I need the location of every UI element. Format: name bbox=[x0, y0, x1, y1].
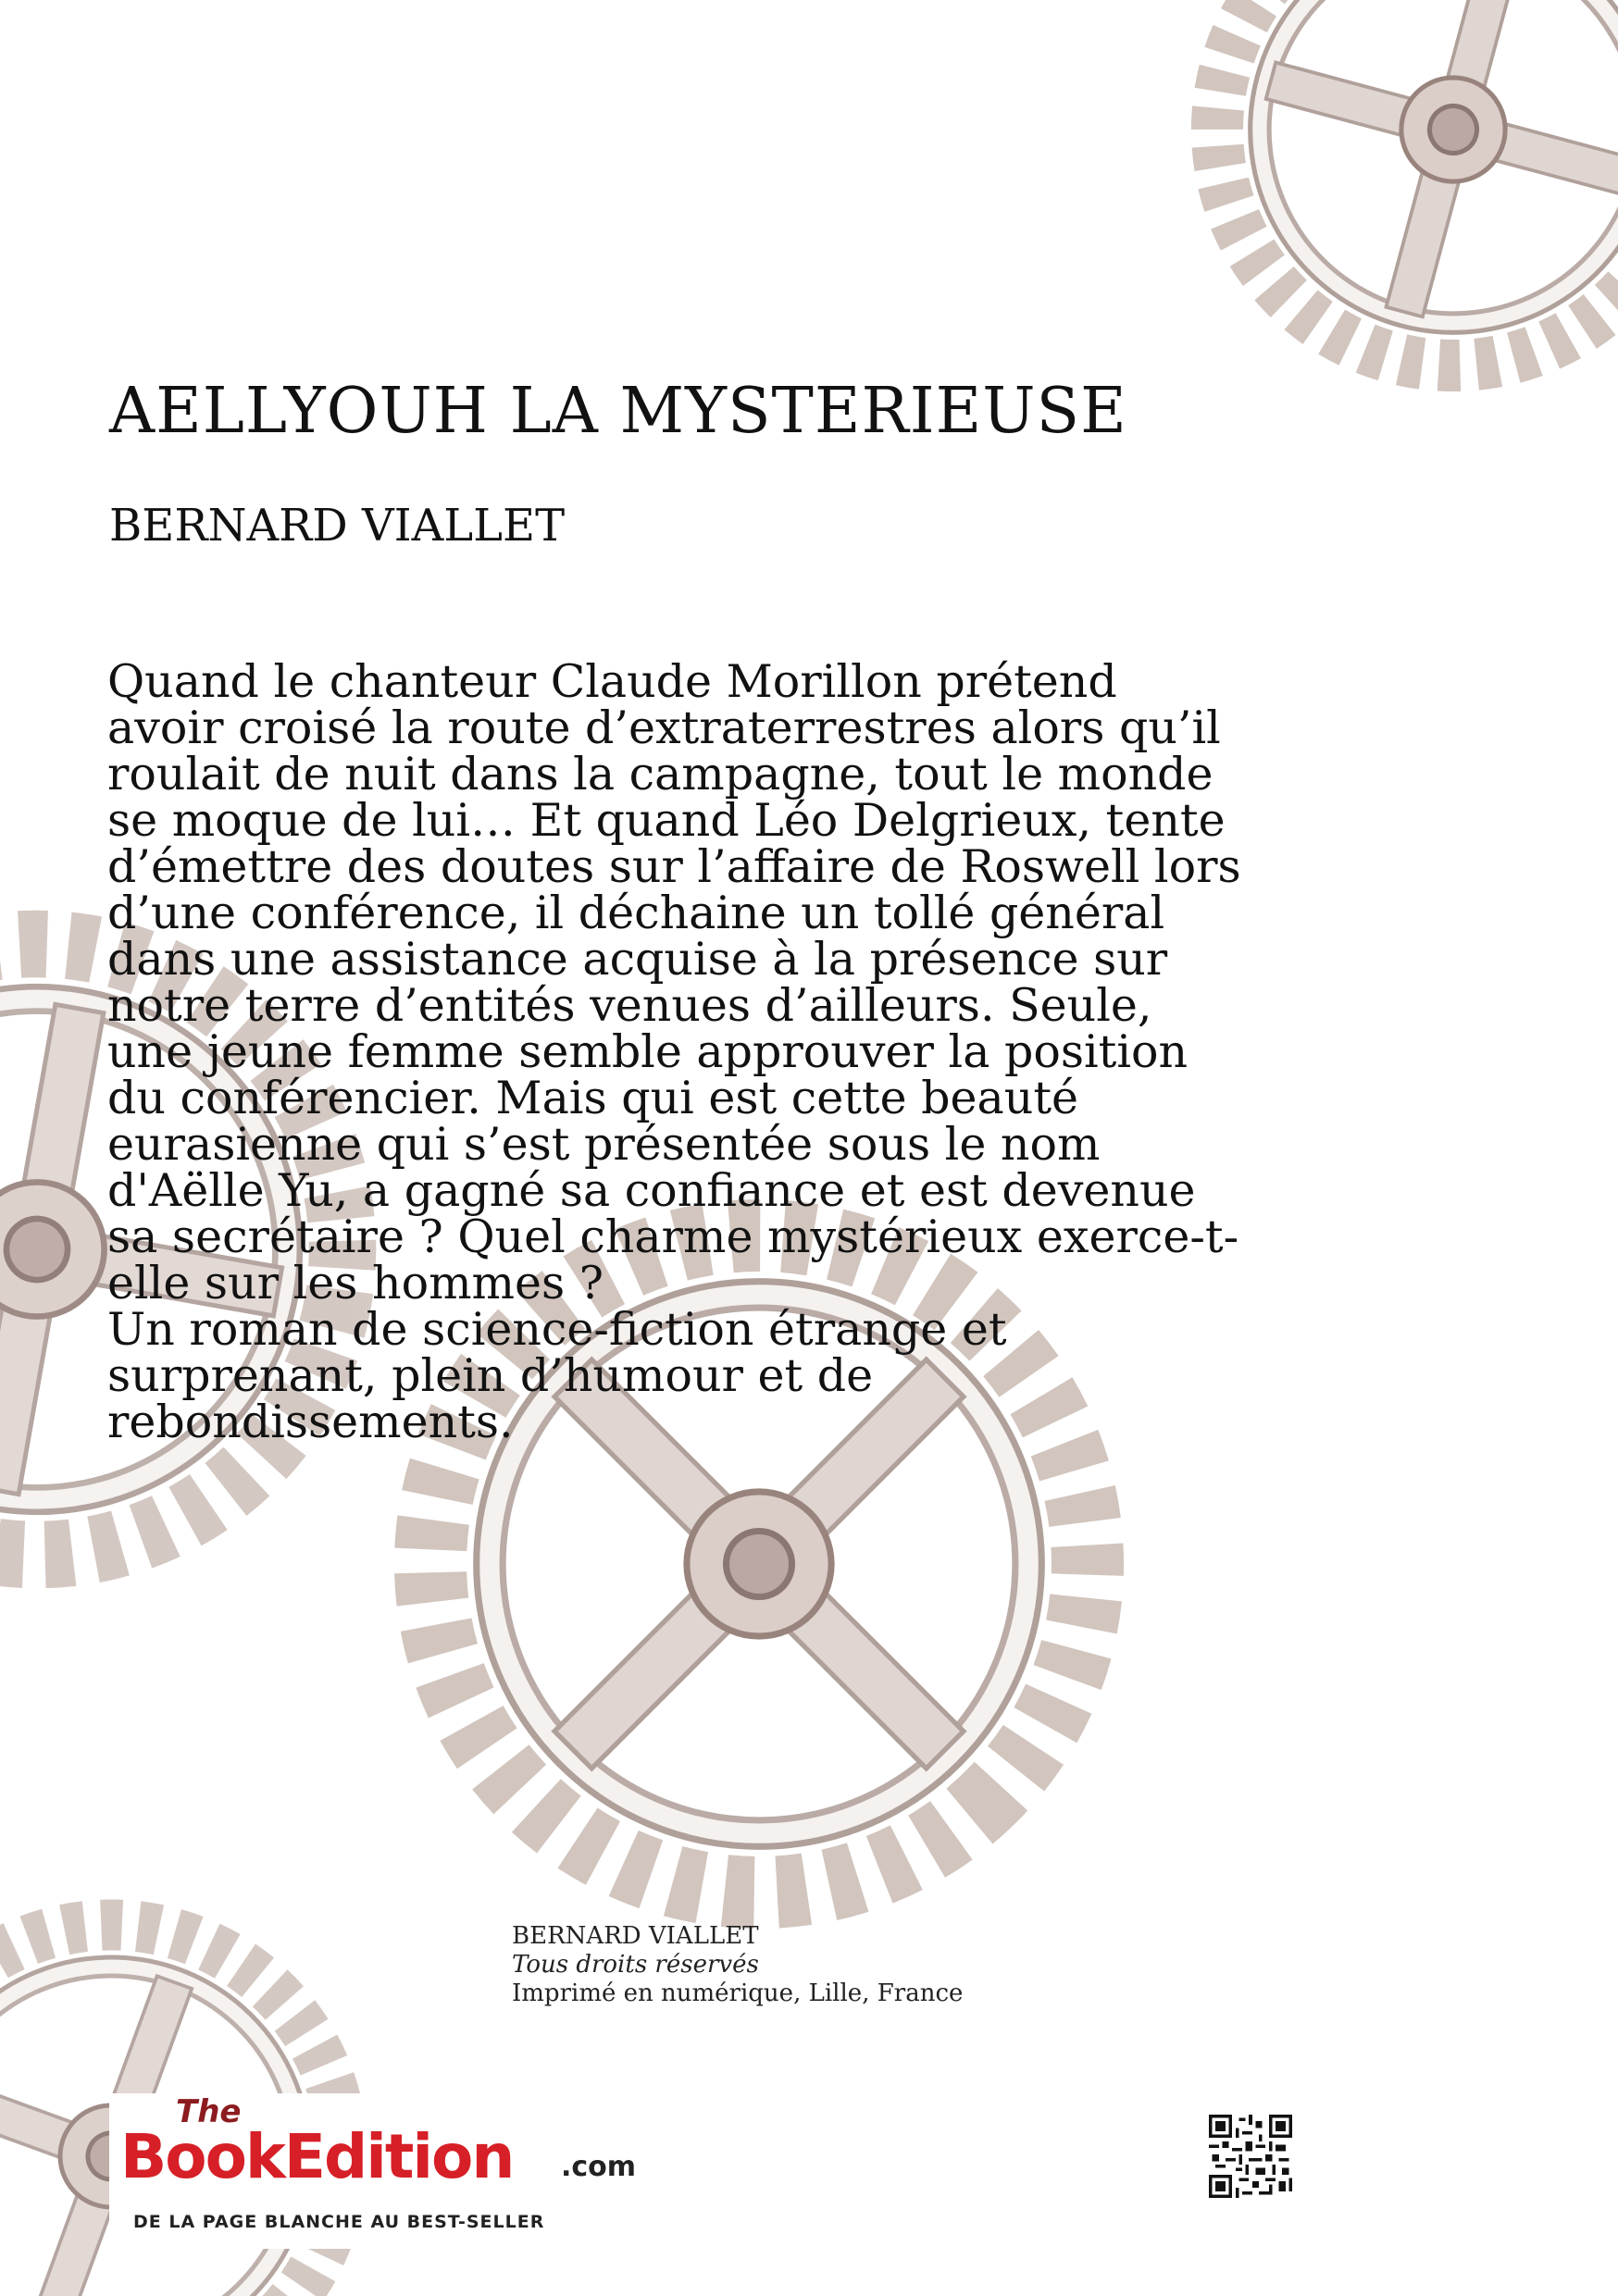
logo-name: BookEdition bbox=[120, 2121, 514, 2192]
qr-code-icon bbox=[1209, 2115, 1292, 2198]
credits-printed: Imprimé en numérique, Lille, France bbox=[512, 1980, 964, 2007]
logo-domain: .com bbox=[561, 2151, 637, 2183]
logo-the: The bbox=[176, 2093, 242, 2130]
book-blurb bbox=[107, 655, 1246, 1448]
book-author: BERNARD VIALLET bbox=[109, 500, 566, 552]
credits-author: BERNARD VIALLET bbox=[512, 1922, 759, 1950]
credits-rights: Tous droits réservés bbox=[512, 1951, 759, 1979]
publisher-logo bbox=[109, 2093, 646, 2249]
blurb-paragraph: Quand le chanteur Claude Morillon prétend avoir croisé la route d’extraterrestres alors qu’il roulait de nuit dans la campagne, tout le monde se moque de lui… Et quand Léo Delgrieux, tente d’émettre des doutes sur l’affaire de Roswell lors d’une conférence, il déchaine un tollé général dans une assistance acquise à la présence sur notre terre d’entités venues d’ailleurs. Seule, une jeune femme semble approuver la position du conférencier. Mais qui est cette beauté eurasienne qui s’est présentée sous le nom d'Aëlle Yu, a gagné sa confiance et est devenue sa secrétaire ? Quel charme mystérieux exerce-t-elle sur les hommes ? bbox=[107, 655, 1241, 1309]
gear-top-right bbox=[1164, 0, 1618, 418]
credits-block bbox=[512, 1922, 963, 2008]
logo-tagline: DE LA PAGE BLANCHE AU BEST-SELLER bbox=[133, 2212, 545, 2232]
blurb-paragraph: Un roman de science-fiction étrange et surprenant, plein d’humour et de rebondissements. bbox=[107, 1303, 1007, 1448]
book-title: AELLYOUH LA MYSTERIEUSE bbox=[109, 375, 1127, 448]
